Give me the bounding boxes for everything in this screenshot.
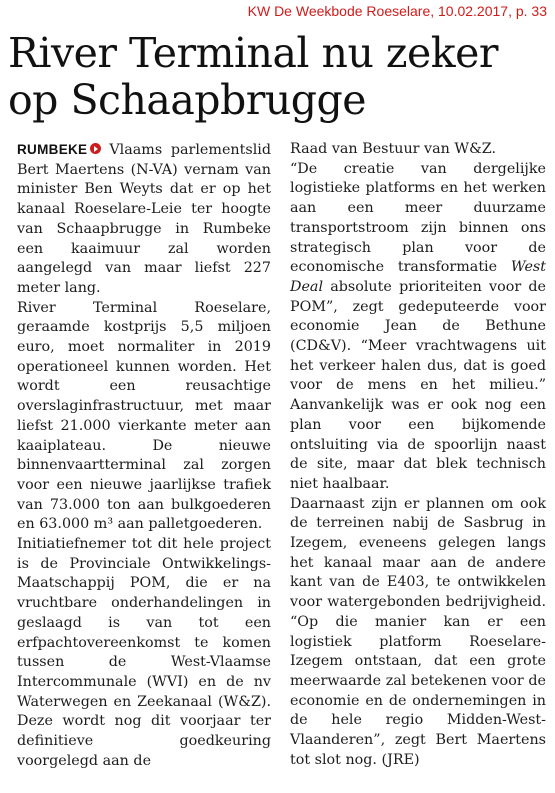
paragraph: River Terminal Roeselare, geraamde kostprijs 5,5 miljoen euro, moet normaliter in 2019 operationeel kunnen worden. Het wordt een reusachtige overslaginfrastructuur, met maar liefst 21.000 vierkante meter aan kaaiplateau. De nieuwe binnenvaartterminal zal zorgen voor een nieuwe jaarlijkse trafiek van 73.000 ton aan bulkgoederen en 63.000 m³ aan palletgoederen. bbox=[17, 299, 271, 533]
article-column-1 bbox=[17, 140, 271, 772]
paragraph-text: absolute prioriteiten voor de POM”, zegt gedeputeerde voor economie Jean de Bethune (CD&V). “Meer vrachtwagens uit het verkeer halen dus, dat is goed voor de mens en het milieu.” Aanvankelijk was er ook nog een plan voor een bijkomende ontsluiting via de spoorlijn naast de site, maar dat blek technisch niet haalbaar. bbox=[290, 278, 546, 492]
paragraph-text: “De creatie van dergelijke logistieke platforms en het werken aan een meer duurzame transportstroom zijn binnen ons strategisch plan voor de economische transformatie bbox=[290, 160, 546, 276]
paragraph: Initiatiefnemer tot dit hele project is de Provinciale Ontwikkelings-Maatschappij POM, die er na vruchtbare onderhandelingen in geslaagd is van tot een erfpachtovereenkomst te komen tussen de West-Vlaamse Intercommunale (WVI) en de nv Waterwegen en Zeekanaal (W&Z). Deze wordt nog dit voorjaar ter definitieve goedkeuring voorgelegd aan de bbox=[17, 536, 271, 769]
play-circle-icon bbox=[90, 143, 101, 154]
emphasis-text: West Deal bbox=[290, 259, 546, 295]
quote-paragraph bbox=[290, 160, 546, 495]
article-column-2 bbox=[290, 140, 546, 771]
paragraph-text: Vlaams parlementslid Bert Maertens (N-VA) vernam van minister Ben Weyts dat er op het kanaal Roeselare-Leie ter hoogte van Schaapbrugge in Rumbeke een kaaimuur zal worden aangelegd van maar liefst 227 meter lang. bbox=[17, 142, 271, 296]
lead-paragraph bbox=[17, 140, 271, 299]
paragraph: Daarnaast zijn er plannen om ook de terreinen nabij de Sasbrug in Izegem, eveneens gelegen langs het kanaal maar aan de andere kant van de E403, te ontwikkelen voor watergebonden bedrijvigheid. “Op die manier kan er een logistiek platform Roeselare-Izegem ontstaan, dat een grote meerwaarde zal betekenen voor de economie en de ondernemingen in de hele regio Midden-West-Vlaanderen”, zegt Bert Maertens tot slot nog. (JRE) bbox=[290, 495, 546, 768]
headline: River Terminal nu zeker op Schaapbrugge bbox=[8, 29, 498, 124]
kicker-label: RUMBEKE bbox=[17, 142, 88, 157]
source-line: KW De Weekbode Roeselare, 10.02.2017, p. 33 bbox=[247, 3, 547, 19]
paragraph: Raad van Bestuur van W&Z. bbox=[290, 141, 497, 157]
